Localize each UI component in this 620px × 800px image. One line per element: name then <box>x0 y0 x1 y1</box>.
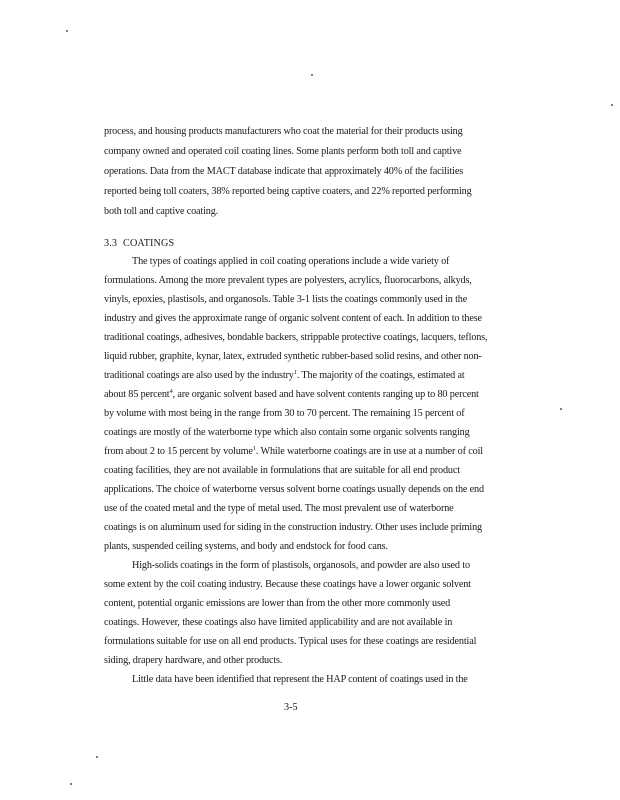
paragraph-2-line: plants, suspended ceiling systems, and body and endstock for food cans. <box>104 541 388 552</box>
paragraph-2-line <box>104 389 479 401</box>
paragraph-2-line: liquid rubber, graphite, kynar, latex, extruded synthetic rubber-based solid resins, and other non- <box>104 351 482 362</box>
footnote-ref: 1 <box>252 445 256 452</box>
section-number: 3.3 <box>104 238 118 249</box>
paragraph-2-line: formulations. Among the more prevalent types are polyesters, acrylics, fluorocarbons, alkyds, <box>104 275 472 286</box>
paragraph-2-line: by volume with most being in the range from 30 to 70 percent. The remaining 15 percent of <box>104 408 465 419</box>
paragraph-2-line: applications. The choice of waterborne versus solvent borne coatings usually depends on the end <box>104 484 484 495</box>
section-title: COATINGS <box>123 238 175 249</box>
paragraph-2-line: traditional coatings, adhesives, bondable backers, strippable protective coatings, lacquers, teflons, <box>104 332 488 343</box>
scan-speck <box>611 104 613 106</box>
paragraph-2-line: industry and gives the approximate range of organic solvent content of each. In addition to these <box>104 313 482 324</box>
paragraph-1-line: company owned and operated coil coating lines. Some plants perform both toll and captive <box>104 146 462 157</box>
paragraph-1-line: reported being toll coaters, 38% reported being captive coaters, and 22% reported performing <box>104 186 472 197</box>
paragraph-2-line: coating facilities, they are not available in formulations that are suitable for all end product <box>104 465 460 476</box>
paragraph-2-text: . While waterborne coatings are in use at a number of coil <box>255 446 483 457</box>
paragraph-2-line: vinyls, epoxies, plastisols, and organosols. Table 3-1 lists the coatings commonly used in the <box>104 294 468 305</box>
paragraph-2-line: coatings is on aluminum used for siding in the construction industry. Other uses include priming <box>104 522 482 533</box>
paragraph-2-line: coatings are mostly of the waterborne type which also contain some organic solvents ranging <box>104 427 470 438</box>
paragraph-2-text: , are organic solvent based and have solvent contents ranging up to 80 percent <box>172 389 479 400</box>
paragraph-3-line: some extent by the coil coating industry. Because these coatings have a lower organic solvent <box>104 579 471 590</box>
paragraph-2-text: from about 2 to 15 percent by volume <box>104 446 253 457</box>
paragraph-2-text: traditional coatings are also used by the industry <box>104 370 294 381</box>
scan-speck <box>66 30 68 32</box>
paragraph-1-line: operations. Data from the MACT database indicate that approximately 40% of the facilities <box>104 166 464 177</box>
section-heading <box>104 238 174 249</box>
scan-speck <box>96 756 98 758</box>
paragraph-3-line: coatings. However, these coatings also have limited applicability and are not available in <box>104 617 453 628</box>
paragraph-3-line: formulations suitable for use on all end products. Typical uses for these coatings are residential <box>104 636 477 647</box>
footnote-ref: 1 <box>293 369 297 376</box>
paragraph-2-text: about 85 percent <box>104 389 170 400</box>
paragraph-2-line: use of the coated metal and the type of metal used. The most prevalent use of waterborne <box>104 503 454 514</box>
paragraph-3-line: content, potential organic emissions are lower than from the other more commonly used <box>104 598 451 609</box>
scan-speck <box>70 783 72 785</box>
paragraph-2-line <box>104 446 483 458</box>
paragraph-4-line: Little data have been identified that represent the HAP content of coatings used in the <box>132 674 468 685</box>
scan-speck <box>311 74 313 76</box>
paragraph-3-line: siding, drapery hardware, and other products. <box>104 655 283 666</box>
paragraph-3-line: High-solids coatings in the form of plastisols, organosols, and powder are also used to <box>132 560 470 571</box>
paragraph-2-line: The types of coatings applied in coil coating operations include a wide variety of <box>132 256 450 267</box>
paragraph-1-line: both toll and captive coating. <box>104 206 219 217</box>
paragraph-2-text: . The majority of the coatings, estimated at <box>296 370 465 381</box>
page-number: 3-5 <box>284 702 298 713</box>
paragraph-2-line <box>104 370 465 382</box>
scan-speck <box>560 408 562 410</box>
paragraph-1-line: process, and housing products manufacturers who coat the material for their products using <box>104 126 463 137</box>
footnote-ref: 4 <box>169 388 173 395</box>
